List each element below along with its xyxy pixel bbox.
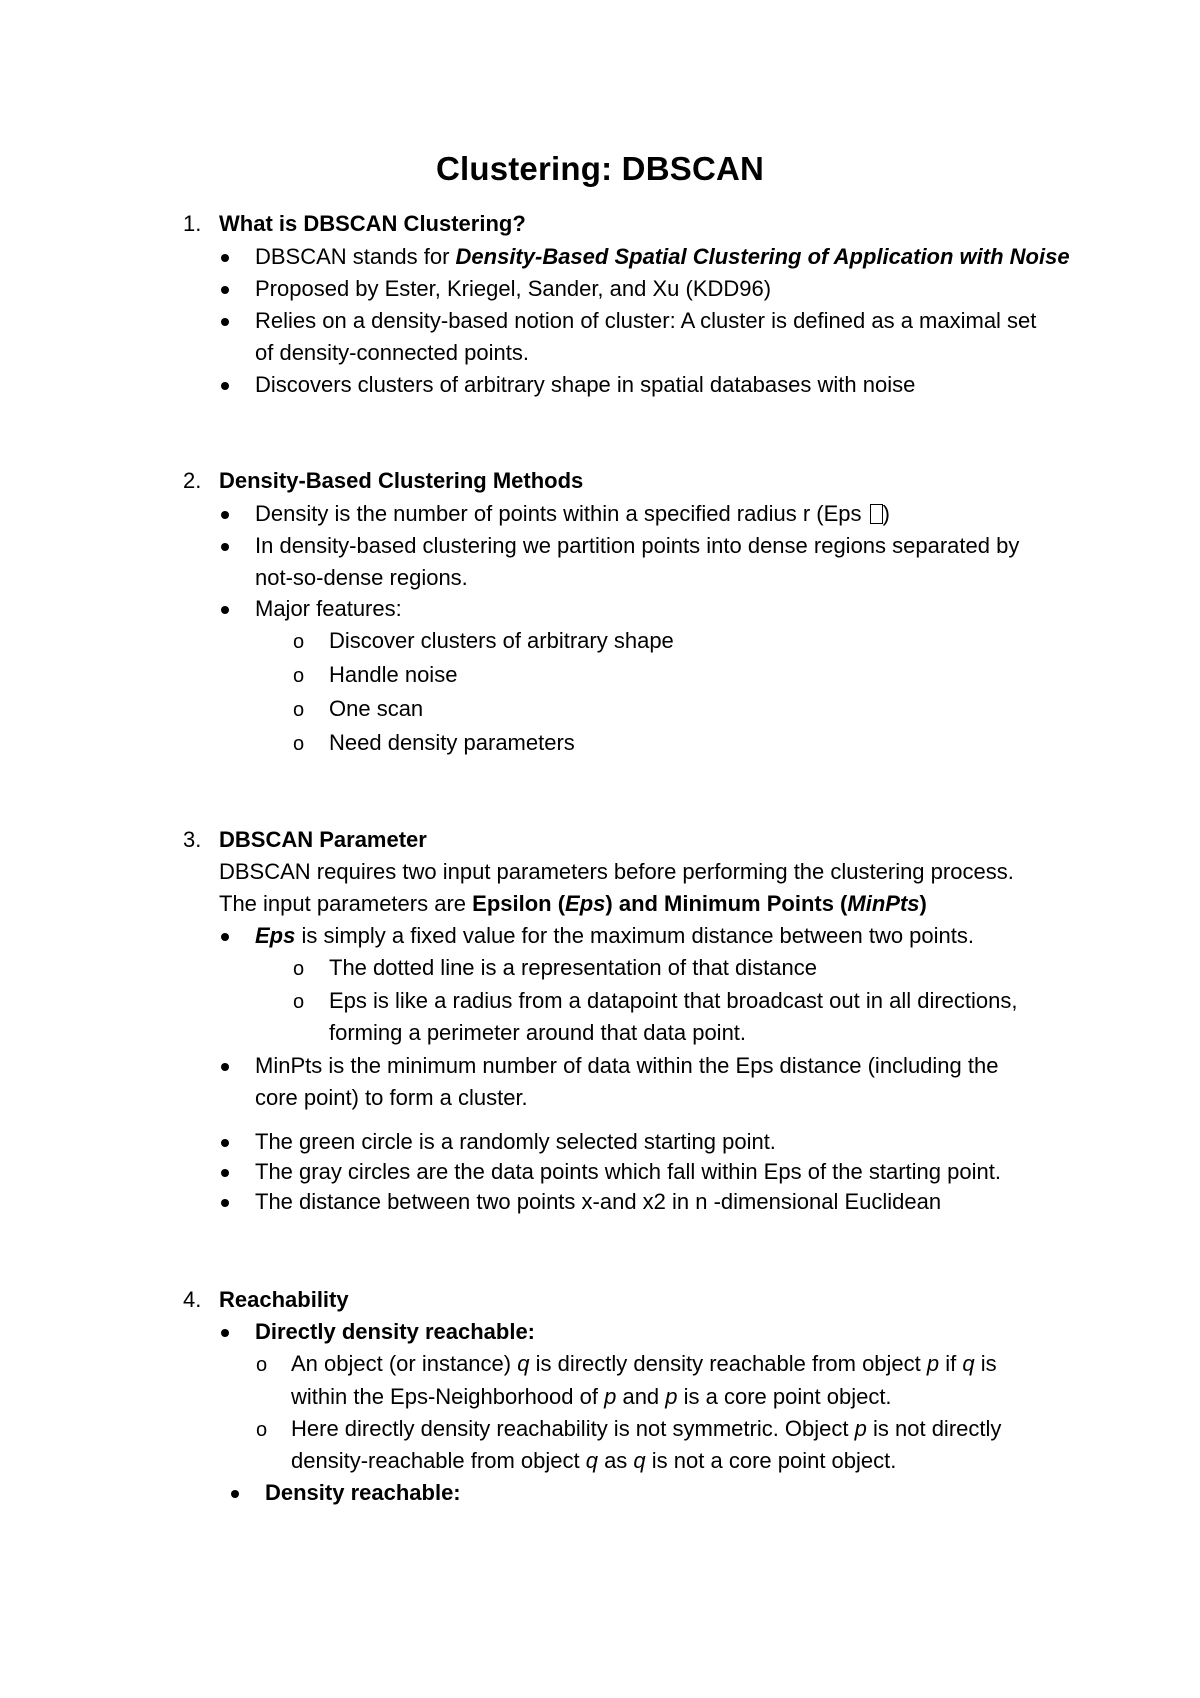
bullet-text: MinPts is the minimum number of data within the Eps distance (including the (255, 1053, 999, 1078)
sub-bullet-text: Handle noise (329, 662, 458, 687)
bullet-text: DBSCAN stands for Density-Based Spatial Clustering of Application with Noise (255, 244, 1070, 269)
sub-bullet-text: Here directly density reachability is not symmetric. Object p is not directly (291, 1416, 1002, 1441)
circle-bullet-icon: o (293, 733, 305, 755)
circle-bullet-icon: o (256, 1419, 268, 1441)
sub-bullet-text: One scan (329, 696, 424, 721)
section-number: 2. (183, 468, 202, 493)
sub-bullet-text: Discover clusters of arbitrary shape (329, 628, 674, 653)
bullet-text: The distance between two points x-and x2 in n -dimensional Euclidean (255, 1189, 942, 1214)
bullet-text: In density-based clustering we partition points into dense regions separated by (255, 533, 1020, 558)
bullet-icon (221, 511, 229, 519)
paragraph: DBSCAN requires two input parameters before performing the clustering process. (219, 859, 1014, 884)
bullet-text: The gray circles are the data points which fall within Eps of the starting point. (255, 1159, 1001, 1184)
bullet-icon (221, 318, 229, 326)
paragraph: The input parameters are Epsilon (Eps) and Minimum Points (MinPts) (219, 891, 927, 916)
circle-bullet-icon: o (293, 958, 305, 980)
circle-bullet-icon: o (293, 665, 305, 687)
bullet-icon (221, 382, 229, 390)
bullet-text-cont: not-so-dense regions. (255, 565, 468, 590)
sub-bullet-text: An object (or instance) q is directly density reachable from object p if q is (291, 1351, 997, 1376)
page-title: Clustering: DBSCAN (435, 150, 765, 187)
sub-bullet-text-cont: forming a perimeter around that data point. (329, 1020, 747, 1045)
bullet-icon (221, 543, 229, 551)
bullet-icon (221, 1139, 229, 1147)
sub-bullet-text-cont: within the Eps-Neighborhood of p and p is a core point object. (291, 1384, 892, 1409)
bullet-text: Directly density reachable: (255, 1319, 536, 1344)
bullet-text: Relies on a density-based notion of cluster: A cluster is defined as a maximal set (255, 308, 1037, 333)
circle-bullet-icon: o (256, 1354, 268, 1376)
bullet-text-cont: of density-connected points. (255, 340, 529, 365)
circle-bullet-icon: o (293, 991, 305, 1013)
bullet-text: Major features: (255, 596, 402, 621)
circle-bullet-icon: o (293, 699, 305, 721)
bullet-icon (221, 1063, 229, 1071)
sub-bullet-text: Need density parameters (329, 730, 575, 755)
section-heading: What is DBSCAN Clustering? (219, 211, 526, 236)
bullet-text: Density reachable: (265, 1480, 461, 1505)
sub-bullet-text: Eps is like a radius from a datapoint that broadcast out in all directions, (329, 988, 1018, 1013)
bullet-icon (221, 1329, 229, 1337)
bullet-text: Proposed by Ester, Kriegel, Sander, and Xu (KDD96) (255, 276, 772, 301)
bullet-icon (221, 1169, 229, 1177)
bullet-text: Eps is simply a fixed value for the maximum distance between two points. (255, 923, 974, 948)
missing-glyph-icon (870, 504, 883, 524)
bullet-icon (231, 1490, 239, 1498)
section-heading: Reachability (219, 1287, 349, 1312)
sub-bullet-text-cont: density-reachable from object q as q is not a core point object. (291, 1448, 897, 1473)
bullet-icon (221, 1199, 229, 1207)
bullet-icon (221, 254, 229, 262)
section-heading: Density-Based Clustering Methods (219, 468, 584, 493)
bullet-icon (221, 286, 229, 294)
bullet-icon (221, 933, 229, 941)
circle-bullet-icon: o (293, 631, 305, 653)
bullet-text-cont: core point) to form a cluster. (255, 1085, 528, 1110)
bullet-text: Density is the number of points within a specified radius r (Eps ) (255, 501, 890, 526)
bullet-text: Discovers clusters of arbitrary shape in spatial databases with noise (255, 372, 916, 397)
section-heading: DBSCAN Parameter (219, 827, 427, 852)
sub-bullet-text: The dotted line is a representation of that distance (329, 955, 817, 980)
section-number: 4. (183, 1287, 202, 1312)
bullet-text: The green circle is a randomly selected starting point. (255, 1129, 776, 1154)
bullet-icon (221, 606, 229, 614)
section-number: 1. (183, 211, 202, 236)
section-number: 3. (183, 827, 202, 852)
